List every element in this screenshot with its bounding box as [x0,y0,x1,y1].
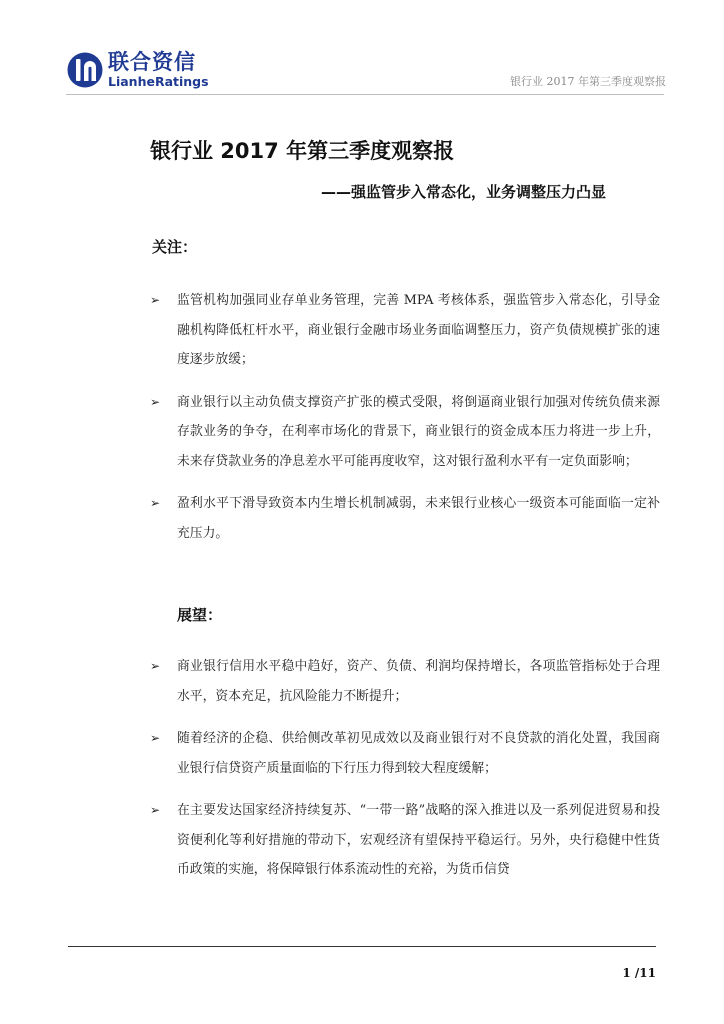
focus-heading: 关注： [152,238,198,256]
logo-chinese-name: 联合资信 [108,49,196,74]
arrow-bullet-icon: ➢ [150,731,161,745]
list-item [150,724,660,783]
focus-item-text: 监管机构加强同业存单业务管理，完善 MPA 考核体系，强监管步入常态化，引导金融机构降低杠杆水平，商业银行金融市场业务面临调整压力，资产负债规模扩张的速度逐步放缓； [177,293,660,367]
page-number: 1 /11 [622,966,656,980]
footer-divider [68,946,656,947]
document-title: 银行业 2017 年第三季度观察报 [150,139,455,163]
list-item [150,489,660,548]
lianhe-logo-icon [66,51,104,89]
list-item [150,652,660,711]
logo-english-name: LianheRatings [108,73,209,89]
list-item [150,388,660,477]
arrow-bullet-icon: ➢ [150,293,161,307]
list-item [150,796,660,885]
arrow-bullet-icon: ➢ [150,803,161,817]
arrow-bullet-icon: ➢ [150,659,161,673]
arrow-bullet-icon: ➢ [150,394,161,409]
outlook-list [150,652,660,885]
outlook-item-text: 商业银行信用水平稳中趋好，资产、负债、利润均保持增长，各项监管指标处于合理水平，资本充足，抗风险能力不断提升； [177,659,660,704]
header-divider [66,94,664,95]
company-logo [66,50,209,90]
outlook-item-text: 随着经济的企稳、供给侧改革初见成效以及商业银行对不良贷款的消化处置，我国商业银行信贷资产质量面临的下行压力得到较大程度缓解； [177,731,660,776]
document-subtitle: ——强监管步入常态化，业务调整压力凸显 [320,183,606,201]
running-header-title: 银行业 2017 年第三季度观察报 [510,75,666,88]
outlook-heading: 展望： [177,606,223,624]
focus-item-text: 盈利水平下滑导致资本内生增长机制减弱，未来银行业核心一级资本可能面临一定补充压力。 [177,496,660,541]
focus-list [150,286,660,548]
list-item [150,286,660,375]
outlook-item-text: 在主要发达国家经济持续复苏、“一带一路”战略的深入推进以及一系列促进贸易和投资便利化等利好措施的带动下，宏观经济有望保持平稳运行。另外，央行稳健中性货币政策的实施，将保障银行体系流动性的充裕，为货币信贷 [177,803,660,877]
arrow-bullet-icon: ➢ [150,496,161,510]
focus-item-text: 商业银行以主动负债支撑资产扩张的模式受限，将倒逼商业银行加强对传统负债来源存款业务的争夺，在利率市场化的背景下，商业银行的资金成本压力将进一步上升，未来存贷款业务的净息差水平可能再度收窄，这对银行盈利水平有一定负面影响； [177,394,660,469]
